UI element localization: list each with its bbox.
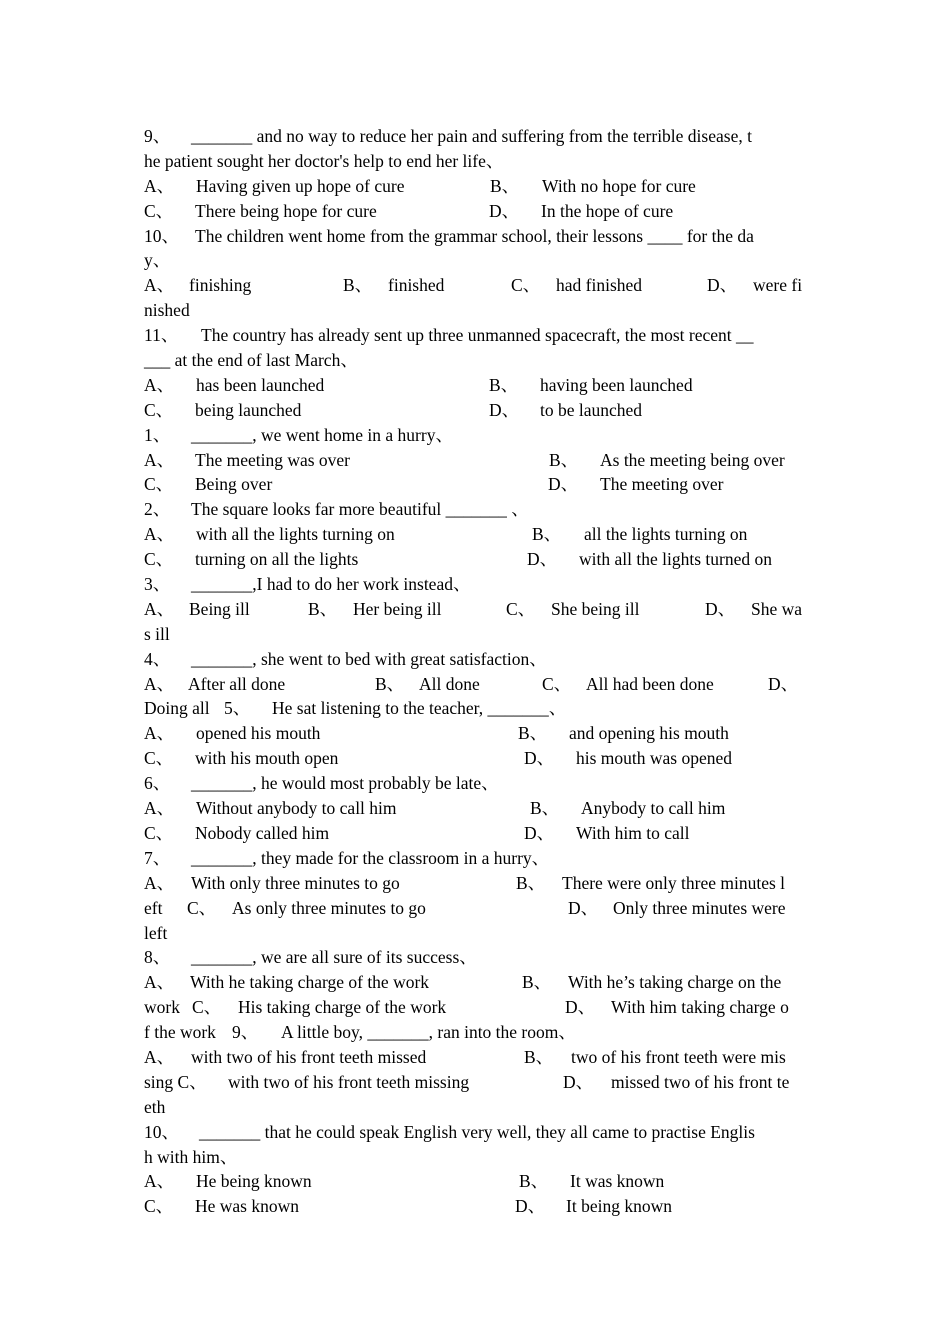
text-span: B、: [532, 524, 562, 545]
text-span: with two of his front teeth missed: [191, 1046, 427, 1067]
text-line: [144, 995, 808, 1020]
text-span: There being hope for cure: [195, 200, 377, 221]
text-span: sing C、: [144, 1071, 207, 1092]
text-span: A、: [144, 524, 175, 545]
text-span: With no hope for cure: [542, 175, 696, 196]
text-span: with all the lights turning on: [196, 524, 395, 545]
text-span: With him taking charge o: [611, 997, 789, 1018]
text-span: There were only three minutes l: [562, 872, 786, 893]
text-span: A、: [144, 175, 175, 196]
text-span: ___ at the end of last March、: [144, 350, 358, 371]
text-span: Her being ill: [353, 598, 442, 619]
text-line: [144, 522, 808, 547]
text-span: were fi: [753, 275, 803, 296]
text-span: has been launched: [196, 374, 325, 395]
text-span: 9、: [144, 126, 171, 146]
text-line: [144, 448, 808, 473]
text-span: A、: [144, 275, 175, 296]
text-line: [144, 124, 808, 149]
text-span: nished: [144, 300, 190, 321]
text-span: A、: [144, 449, 175, 470]
text-span: C、: [144, 549, 174, 570]
text-span: turning on all the lights: [195, 549, 359, 570]
text-span: The children went home from the grammar school, their lessons ____ for the da: [195, 225, 754, 246]
text-line: [144, 273, 808, 298]
text-span: A、: [144, 374, 175, 395]
text-span: _______,I had to do her work instead、: [191, 574, 471, 595]
text-span: and opening his mouth: [569, 723, 729, 744]
text-span: Anybody to call him: [581, 798, 726, 819]
text-line: [144, 970, 808, 995]
text-span: he patient sought her doctor's help to end her life、: [144, 150, 504, 171]
text-span: B、: [524, 1046, 554, 1067]
text-span: He sat listening to the teacher, _______、: [272, 698, 567, 719]
text-span: 4、: [144, 648, 171, 669]
text-line: [144, 1045, 808, 1070]
text-span: D、: [563, 1071, 594, 1092]
text-span: Doing all: [144, 698, 210, 719]
text-span: _______ that he could speak English very well, they all came to practise Englis: [199, 1121, 755, 1142]
text-span: B、: [489, 374, 519, 395]
text-span: 10、: [144, 225, 179, 246]
text-span: D、: [489, 200, 520, 221]
text-span: opened his mouth: [196, 723, 321, 744]
text-span: Having given up hope of cure: [196, 175, 405, 196]
text-span: D、: [527, 549, 558, 570]
text-span: A、: [144, 598, 175, 619]
text-span: B、: [343, 275, 373, 296]
text-span: B、: [490, 175, 520, 196]
text-span: 2、: [144, 499, 171, 520]
text-line: [144, 323, 808, 348]
text-span: With only three minutes to go: [191, 872, 400, 893]
text-line: [144, 871, 808, 896]
text-span: With him to call: [576, 822, 690, 843]
text-line: [144, 199, 808, 224]
text-span: C、: [144, 748, 174, 769]
text-line: [144, 348, 808, 373]
text-span: A、: [144, 673, 175, 694]
text-span: D、: [565, 997, 596, 1018]
text-span: A、: [144, 723, 175, 744]
text-span: work: [144, 997, 180, 1018]
text-span: D、: [705, 598, 736, 619]
text-span: s ill: [144, 623, 170, 644]
text-span: The square looks far more beautiful _______ 、: [191, 499, 529, 520]
text-line: [144, 1145, 808, 1170]
text-span: A little boy, _______, ran into the room、: [281, 1022, 576, 1043]
text-span: All had been done: [586, 673, 714, 694]
text-span: A、: [144, 1171, 175, 1192]
text-span: C、: [144, 1196, 174, 1217]
text-span: D、: [548, 474, 579, 495]
text-span: D、: [515, 1196, 546, 1217]
text-span: with his mouth open: [195, 748, 339, 769]
text-span: missed two of his front te: [611, 1071, 790, 1092]
text-span: D、: [524, 748, 555, 769]
text-span: He was known: [195, 1196, 300, 1217]
text-span: D、: [568, 897, 599, 918]
text-span: Being over: [195, 474, 273, 495]
text-line: [144, 547, 808, 572]
text-span: _______ and no way to reduce her pain and suffering from the terrible disease, t: [191, 126, 752, 146]
text-span: C、: [511, 275, 541, 296]
text-span: Being ill: [189, 598, 250, 619]
text-span: eft: [144, 897, 163, 918]
text-span: The meeting over: [600, 474, 724, 495]
text-line: [144, 224, 808, 249]
text-span: D、: [524, 822, 555, 843]
text-span: With he taking charge of the work: [190, 972, 430, 993]
text-span: B、: [549, 449, 579, 470]
text-line: [144, 672, 808, 697]
text-span: B、: [522, 972, 552, 993]
text-line: [144, 373, 808, 398]
text-span: A、: [144, 972, 175, 993]
text-span: As only three minutes to go: [232, 897, 426, 918]
text-line: [144, 1020, 808, 1045]
text-line: [144, 398, 808, 423]
text-span: Only three minutes were: [613, 897, 786, 918]
text-line: [144, 149, 808, 174]
text-line: [144, 746, 808, 771]
text-span: his mouth was opened: [576, 748, 733, 769]
text-span: Nobody called him: [195, 822, 330, 843]
text-span: D、: [489, 399, 520, 420]
text-span: 7、: [144, 847, 171, 868]
text-span: After all done: [188, 673, 286, 694]
text-span: Without anybody to call him: [196, 798, 397, 819]
text-span: with all the lights turned on: [579, 549, 772, 570]
text-line: [144, 921, 808, 946]
text-span: B、: [530, 798, 560, 819]
text-line: [144, 647, 808, 672]
text-line: [144, 896, 808, 921]
text-span: All done: [419, 673, 480, 694]
text-span: C、: [144, 474, 174, 495]
text-line: [144, 945, 808, 970]
text-line: [144, 1194, 808, 1219]
text-line: [144, 572, 808, 597]
text-span: His taking charge of the work: [238, 997, 447, 1018]
text-span: _______, we went home in a hurry、: [191, 424, 453, 445]
text-span: 3、: [144, 574, 171, 595]
text-line: [144, 597, 808, 622]
text-span: C、: [144, 200, 174, 221]
text-span: It being known: [566, 1196, 672, 1217]
text-span: B、: [516, 872, 546, 893]
text-span: eth: [144, 1096, 166, 1117]
text-span: A、: [144, 798, 175, 819]
text-span: She wa: [751, 598, 803, 619]
text-span: all the lights turning on: [584, 524, 748, 545]
text-span: In the hope of cure: [541, 200, 674, 221]
text-span: C、: [187, 897, 217, 918]
text-span: As the meeting being over: [600, 449, 785, 470]
document-page: [144, 124, 808, 1219]
text-span: D、: [768, 673, 799, 694]
text-span: 11、: [144, 325, 179, 346]
text-span: C、: [192, 997, 222, 1018]
text-span: B、: [518, 723, 548, 744]
text-line: [144, 1070, 808, 1095]
text-span: _______, they made for the classroom in a hurry、: [191, 847, 550, 868]
text-line: [144, 423, 808, 448]
text-line: [144, 796, 808, 821]
text-line: [144, 846, 808, 871]
text-line: [144, 696, 808, 721]
text-span: B、: [375, 673, 405, 694]
text-span: with two of his front teeth missing: [228, 1071, 470, 1092]
text-span: C、: [506, 598, 536, 619]
text-span: The country has already sent up three unmanned spacecraft, the most recent __: [201, 325, 754, 346]
text-line: [144, 298, 808, 323]
text-line: [144, 1095, 808, 1120]
text-span: finished: [388, 275, 445, 296]
text-span: C、: [542, 673, 572, 694]
text-span: finishing: [189, 275, 252, 296]
text-span: to be launched: [540, 399, 643, 420]
text-span: D、: [707, 275, 738, 296]
text-span: two of his front teeth were mis: [571, 1046, 786, 1067]
text-span: B、: [308, 598, 338, 619]
text-span: had finished: [556, 275, 643, 296]
text-span: It was known: [570, 1171, 665, 1192]
text-span: 1、: [144, 424, 171, 445]
text-line: [144, 472, 808, 497]
text-line: [144, 821, 808, 846]
text-span: _______, she went to bed with great satisfaction、: [191, 648, 547, 669]
text-span: C、: [144, 399, 174, 420]
text-span: being launched: [195, 399, 302, 420]
text-span: He being known: [196, 1171, 312, 1192]
text-span: A、: [144, 872, 175, 893]
text-span: 9、: [232, 1022, 259, 1043]
text-line: [144, 248, 808, 273]
text-line: [144, 1120, 808, 1145]
text-span: f the work: [144, 1022, 216, 1043]
text-line: [144, 497, 808, 522]
text-line: [144, 1169, 808, 1194]
text-line: [144, 622, 808, 647]
text-span: left: [144, 922, 168, 943]
text-span: 10、: [144, 1121, 179, 1142]
text-line: [144, 174, 808, 199]
text-line: [144, 771, 808, 796]
text-span: y、: [144, 250, 171, 271]
text-span: C、: [144, 822, 174, 843]
text-span: The meeting was over: [195, 449, 351, 470]
text-span: having been launched: [540, 374, 693, 395]
text-span: With he’s taking charge on the: [568, 972, 782, 993]
text-span: A、: [144, 1046, 175, 1067]
text-span: _______, we are all sure of its success、: [191, 947, 477, 968]
text-span: B、: [519, 1171, 549, 1192]
text-span: h with him、: [144, 1146, 238, 1167]
text-span: 8、: [144, 947, 171, 968]
text-span: 6、: [144, 773, 171, 794]
text-line: [144, 721, 808, 746]
text-span: _______, he would most probably be late、: [191, 773, 499, 794]
text-span: She being ill: [551, 598, 640, 619]
text-span: 5、: [224, 698, 251, 719]
